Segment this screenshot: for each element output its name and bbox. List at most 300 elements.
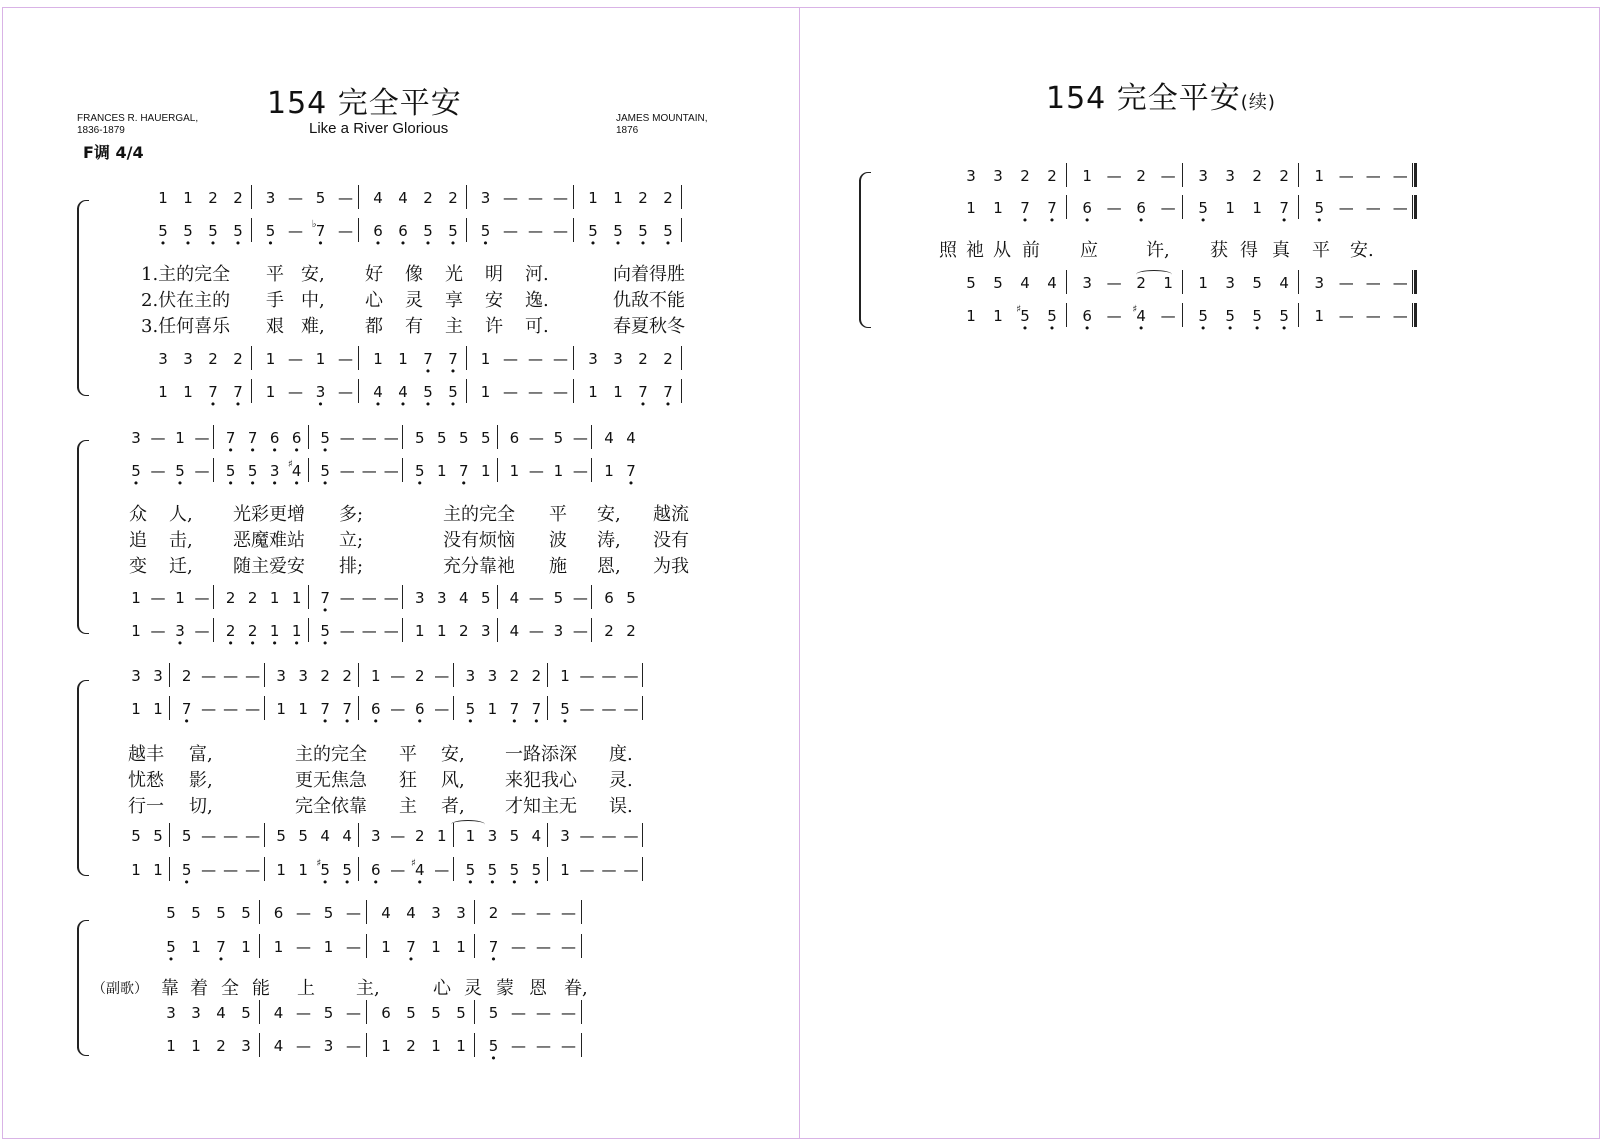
note-1 [1315,306,1325,326]
note-digit: — [245,700,261,718]
dash-mark [245,666,260,686]
lyric-word: 才知主无 [505,796,577,817]
note-6 [381,1003,391,1023]
bar-line [1298,195,1299,219]
octave-dot: • [489,876,496,889]
note-4 [1279,273,1289,293]
composer-credit [616,113,707,137]
note-digit: 1 [183,189,193,207]
note-digit: 5 [1225,307,1235,325]
note-digit: — [288,350,303,368]
note-digit: 7 [509,700,520,718]
note-1 [292,588,302,608]
note-1 [131,860,141,880]
note-5 [510,826,520,846]
note-digit: — [528,622,544,640]
note-digit: 4 [273,1004,284,1022]
note-1 [437,826,447,846]
note-digit: 1 [604,462,614,480]
bar-line [308,425,309,449]
dash-mark [529,461,544,481]
note-5 [1047,306,1057,335]
lyric-word: 风, [441,770,465,791]
note-digit: 2 [638,189,648,207]
note-digit: — [1106,307,1122,325]
note-digit: 5 [465,700,476,718]
bar-line [251,185,252,209]
octave-dot: • [1083,322,1091,335]
note-5 [131,826,141,846]
note-digit: 3 [588,350,598,368]
octave-dot: • [159,237,167,250]
note-7 [216,937,226,966]
dash-mark [511,1036,526,1056]
note-digit: — [390,861,406,879]
note-digit: 3 [1198,167,1208,185]
lyric-word: 来犯我心 [505,770,577,791]
lyric-word: 1.主的完全 [141,264,231,285]
note-2 [342,666,352,686]
octave-dot: • [249,637,256,650]
note-digit: 2 [638,350,648,368]
lyricist-years: 1836-1879 [77,125,125,136]
dash-mark [528,382,543,402]
dash-mark [195,621,210,641]
note-digit: 5 [588,222,598,240]
dash-mark [1107,166,1122,186]
octave-dot: • [372,715,380,728]
note-digit: 5 [276,827,286,845]
bar-line [1182,303,1183,327]
lyric-word: 忧愁 [128,770,164,791]
lyric-line [3,744,800,766]
bar-line [308,618,309,642]
dash-mark [553,382,568,402]
note-digit: — [194,429,210,447]
note-digit: 5 [247,462,258,480]
lyric-word: 平 [549,504,567,525]
note-1 [298,699,308,719]
notation-row [3,937,800,966]
octave-dot: • [424,237,432,250]
octave-dot: • [399,237,407,250]
note-digit: 1 [1252,199,1262,217]
lyric-word: 众 [129,504,147,525]
note-5 [153,826,163,846]
note-digit: 5 [216,904,226,922]
octave-dot: • [343,715,351,728]
bar-line [573,346,574,370]
note-2 [1252,166,1262,186]
left-page [2,7,801,1139]
key-signature: F调 4/4 [83,143,144,162]
note-2 [663,188,673,208]
note-5 [423,221,433,250]
note-digit: 5 [191,904,201,922]
note-digit: 4 [1020,274,1030,292]
note-digit: — [296,904,311,922]
note-digit: — [245,861,261,879]
note-2 [1136,166,1146,186]
note-1 [153,860,163,880]
octave-dot: • [424,398,432,411]
octave-dot: • [1083,214,1091,227]
lyric-word: 迁, [169,556,193,577]
tie-mark [1136,270,1172,279]
note-5 [166,903,176,923]
accidental: ♯ [316,858,322,869]
note-digit: 5 [320,622,330,640]
note-1 [166,1036,176,1056]
note-digit: 5 [459,429,469,447]
note-digit: 1 [381,1037,391,1055]
dash-mark [1393,273,1408,293]
note-7 [638,382,648,411]
note-1 [316,349,326,369]
note-digit: 2 [1047,167,1057,185]
note-digit: — [150,429,166,447]
lyric-word: 心 [365,290,383,311]
note-2 [489,903,499,923]
note-digit: 5 [1047,307,1057,325]
bar-line [681,218,682,242]
note-1 [183,382,193,402]
note-6 [398,221,408,250]
note-digit: — [1160,307,1176,325]
note-digit: — [223,827,239,845]
note-3 [241,1036,251,1056]
dash-mark [1339,198,1354,218]
note-digit: 5 [175,462,185,480]
note-2 [663,349,673,369]
bar-line [264,663,265,687]
dash-mark [529,621,544,641]
note-digit: — [601,861,617,879]
note-digit: 1 [1163,274,1173,292]
note-3 [488,826,498,846]
note-4 [381,903,391,923]
bar-line [366,1000,367,1024]
note-digit: 2 [663,350,673,368]
note-3 [166,1003,176,1023]
note-5 [406,1003,416,1023]
bar-line [213,618,214,642]
dash-mark [390,826,405,846]
note-digit: 1 [166,1037,176,1055]
note-digit: 4 [398,189,408,207]
note-1 [291,621,302,650]
bar-line [1066,303,1067,327]
lyric-line [800,240,1599,262]
lyric-word: 平 [266,264,284,285]
note-digit: 3 [269,462,280,480]
bar-line [251,218,252,242]
note-7 [448,349,458,378]
note-digit: 1 [158,383,168,401]
bar-line [681,185,682,209]
bar-line [466,185,467,209]
bar-line [547,696,548,720]
note-5 [265,221,276,250]
note-digit: 6 [373,222,383,240]
note-digit: 3 [153,667,163,685]
note-digit: 7 [216,938,226,956]
note-1 [588,382,598,402]
note-digit: 4 [1136,307,1146,325]
lyric-word: 施 [549,556,567,577]
note-digit: 5 [1252,307,1262,325]
lyric-word: 越丰 [128,744,164,765]
note-digit: — [528,350,543,368]
lyric-word: 越流 [653,504,689,525]
octave-dot: • [183,876,190,889]
bar-line [642,663,643,687]
note-digit: 4 [531,827,542,845]
dash-mark [288,221,303,241]
note-digit: — [339,589,355,607]
bar-line [1412,163,1417,187]
dash-mark [602,860,617,880]
note-digit: 5 [448,383,458,401]
note-digit: 7 [406,938,416,956]
note-3 [437,588,447,608]
octave-dot: • [449,237,457,250]
notation-row [3,621,800,650]
hymn-subtitle: Like a River Glorious [309,120,449,137]
note-6 [1082,306,1092,335]
dash-mark [503,382,518,402]
note-digit: 1 [371,667,381,685]
note-digit: 1 [131,622,141,640]
dash-mark [561,1003,576,1023]
octave-dot: • [416,477,424,490]
note-5 [554,428,564,448]
dash-mark [1339,273,1354,293]
note-5 [456,1003,466,1023]
note-digit: — [1365,199,1381,217]
lyric-word: 主的完全 [295,744,367,765]
dash-mark [201,860,216,880]
note-digit: — [623,667,639,685]
dash-mark [511,903,526,923]
bar-line [1412,303,1417,327]
lyric-word: 心 [433,978,451,999]
lyric-word: 追 [129,530,147,551]
octave-dot: • [1021,214,1029,227]
note-digit: 7 [225,429,236,447]
lyric-word: 充分靠祂 [443,556,515,577]
dash-mark [503,349,518,369]
note-digit: 3 [487,667,498,685]
note-digit: 3 [183,350,193,368]
lyric-word: 2.伏在主的 [141,290,231,311]
lyric-word: 主 [445,316,463,337]
bar-line [366,934,367,958]
note-2 [248,588,258,608]
note-digit: 3 [1225,274,1235,292]
note-digit: 1 [437,622,447,640]
lyric-line [3,290,800,312]
octave-dot: • [407,953,415,966]
note-digit: 5 [1279,307,1289,325]
note-digit: 1 [560,667,570,685]
note-4 [320,826,330,846]
note-digit: 2 [509,667,520,685]
lyric-line [3,770,800,792]
lyric-word: 真 [1272,240,1290,261]
note-5 [437,428,447,448]
lyric-word: 安. [1350,240,1374,261]
note-digit: — [346,904,361,922]
note-6 [269,428,280,457]
note-digit: — [572,429,588,447]
note-digit: 7 [488,938,499,956]
note-5 [431,1003,441,1023]
octave-dot: • [1199,214,1207,227]
note-digit: 6 [371,861,381,879]
note-1 [993,306,1003,326]
note-digit: 4 [273,1037,284,1055]
octave-dot: • [317,398,324,411]
note-5 [182,826,192,846]
lyric-word: 主的完全 [443,504,515,525]
dash-mark [195,588,210,608]
bar-line [466,218,467,242]
octave-dot: • [321,477,329,490]
note-1 [456,937,466,957]
note-digit: 5 [613,222,623,240]
note-digit: — [150,622,166,640]
bar-line [581,900,582,924]
note-1 [1252,198,1262,218]
note-digit: — [390,667,406,685]
lyric-word: 恶魔难站 [233,530,305,551]
note-digit: 7 [320,589,330,607]
dash-mark [511,1003,526,1023]
note-2 [1047,166,1057,186]
bar-line [1066,163,1067,187]
note-6 [291,428,302,457]
lyric-word: 3.任何喜乐 [141,316,231,337]
note-digit: 7 [320,700,330,718]
lyric-word: 恩, [597,556,621,577]
bar-line [1412,270,1417,294]
dash-mark [340,588,355,608]
note-2 [406,1036,416,1056]
lyric-word: 立; [339,530,364,551]
note-5 [1314,198,1325,227]
note-5 [560,699,570,728]
note-digit: 1 [588,189,598,207]
note-digit: 1 [276,700,286,718]
note-digit: 5 [423,383,433,401]
bar-line [308,585,309,609]
note-4 [398,382,408,411]
note-digit: — [434,667,450,685]
note-digit: 2 [181,667,192,685]
dash-mark [511,937,526,957]
note-1 [554,461,564,481]
note-digit: 7 [448,350,458,368]
bar-line [1412,195,1417,219]
note-digit: 7 [423,350,433,368]
lyric-word: 光彩更增 [233,504,305,525]
note-digit: 7 [663,383,673,401]
lyric-word: 切, [189,796,213,817]
note-2 [208,349,218,369]
note-digit: — [434,700,450,718]
note-5 [247,461,258,490]
note-digit: 5 [131,827,141,845]
octave-dot: • [183,715,190,728]
octave-dot: • [293,637,300,650]
note-digit: — [623,861,639,879]
note-digit: 3 [166,1004,176,1022]
note-5 [316,188,326,208]
lyric-word: 者, [441,796,465,817]
note-1 [456,1036,466,1056]
note-digit: 3 [993,167,1003,185]
note-5 [316,858,330,889]
note-digit: 2 [216,1037,226,1055]
note-2 [182,666,192,686]
note-5 [481,588,491,608]
dash-mark [362,588,377,608]
note-5 [481,428,491,448]
octave-dot: • [176,477,184,490]
note-7 [663,382,673,411]
bar-line [358,185,359,209]
octave-dot: • [614,237,622,250]
lyric-word: 排; [339,556,364,577]
bar-line [259,934,260,958]
dash-mark [573,428,588,448]
note-digit: — [623,827,639,845]
note-digit: 5 [320,462,330,480]
note-digit: 1 [241,938,251,956]
note-digit: — [528,189,543,207]
octave-dot: • [449,365,457,378]
lyric-word: 可. [525,316,549,337]
note-digit: — [346,1004,361,1022]
note-digit: 5 [181,827,192,845]
octave-dot: • [467,715,474,728]
note-digit: — [434,861,450,879]
note-digit: — [201,700,217,718]
note-digit: 2 [406,1037,416,1055]
note-1 [431,1036,441,1056]
note-7 [311,219,326,250]
note-digit: 1 [315,350,326,368]
bar-line [402,425,403,449]
note-digit: 1 [175,429,185,447]
note-digit: 1 [191,938,201,956]
note-digit: 3 [487,827,498,845]
note-digit: — [1106,199,1122,217]
note-digit: 2 [1279,167,1289,185]
note-digit: — [383,429,399,447]
note-2 [626,621,636,641]
dash-mark [434,860,449,880]
note-digit: 2 [247,622,258,640]
note-5 [276,826,286,846]
octave-dot: • [639,237,647,250]
lyric-word: 影, [189,770,213,791]
note-5 [324,903,334,923]
lyric-word: 为我 [653,556,689,577]
accidental: ♭ [311,219,317,230]
notation-row [3,666,800,686]
